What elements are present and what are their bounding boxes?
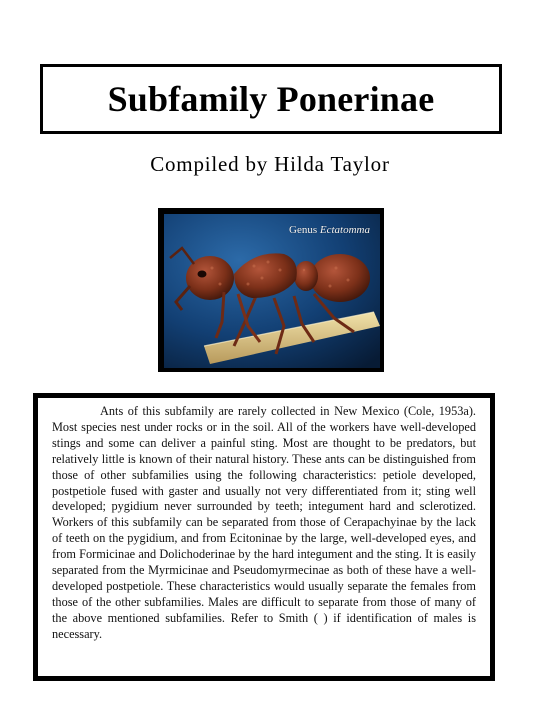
ant-photo-frame <box>158 208 384 372</box>
author-credit: Compiled by Hilda Taylor <box>150 152 390 176</box>
title-box <box>40 64 502 134</box>
description-box <box>33 393 495 681</box>
ant-photo-illustration <box>164 214 380 368</box>
ant-photo <box>164 214 380 368</box>
description-text: Ants of this subfamily are rarely collected in New Mexico (Cole, 1953a). Most species nest under rocks or in the soil. All of the workers have well-developed stings and some can deliver a painful sting. Most are thought to be predators, but relatively little is known of their natural history. These ants can be distinguished from those of other subfamilies using the following characteristics: petiole developed, postpetiole fused with gaster and usually not very differentiated from it; sting well developed; pygidium never surrounded by teeth; integument hard and sclerotized. Workers of this subfamily can be separated from those of Cerapachyinae by the lack of teeth on the pygidium, and from Ecitoninae by the large, well-developed eyes, and from Formicinae and Dolichoderinae by the hard integument and the sting. It is easily separated from the Myrmicinae and Pseudomyrmecinae as both of these have a well-developed postpetiole. These characteristics would usually separate the females from those of the other subfamilies. Males are difficult to separate from those of many of the above mentioned subfamilies. Refer to Smith ( ) if identification of males is necessary. <box>52 404 476 641</box>
photo-caption: Genus Ectatomma <box>289 224 370 236</box>
page-title: Subfamily Ponerinae <box>107 79 435 119</box>
